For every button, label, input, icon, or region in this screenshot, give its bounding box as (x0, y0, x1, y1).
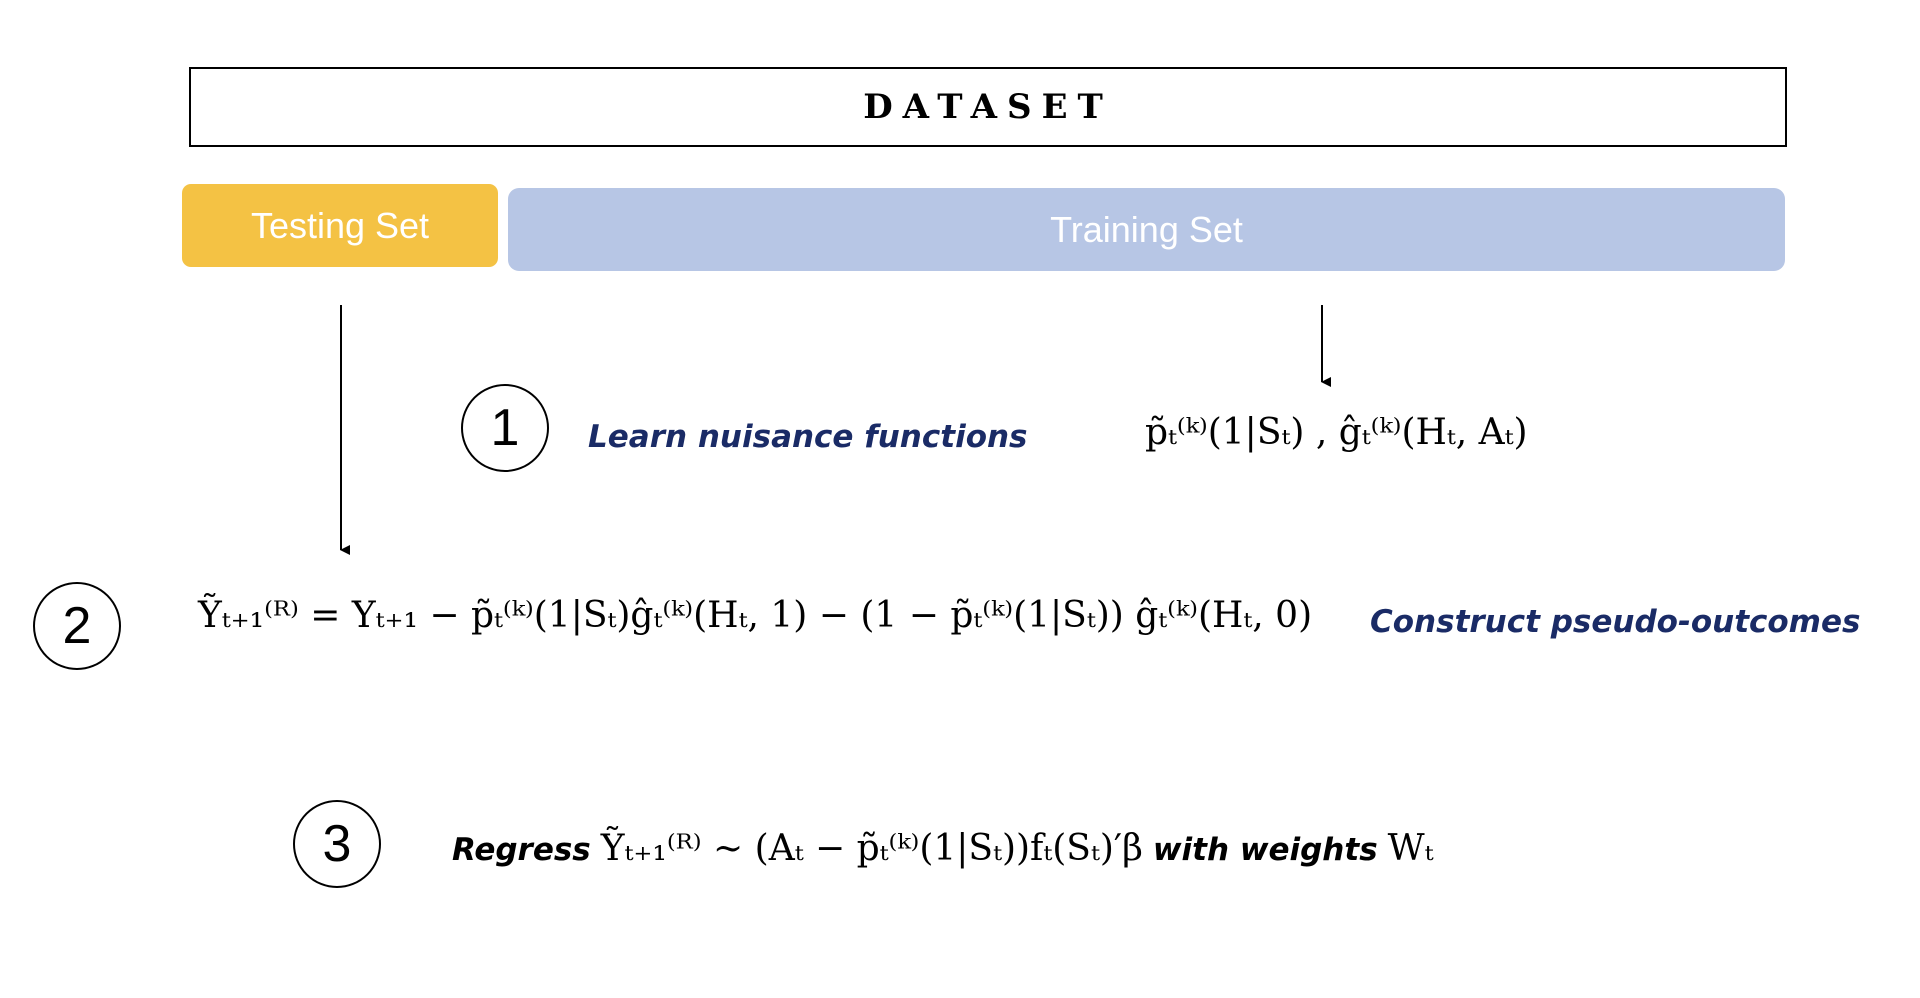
testing-set-label: Testing Set (250, 204, 430, 246)
step-1-circle (461, 384, 549, 472)
step-1-number: 1 (490, 399, 520, 457)
dataset-title: DATASET (863, 87, 1113, 127)
step-2-label: Construct pseudo-outcomes (1370, 604, 1861, 640)
step-2-number: 2 (62, 597, 92, 655)
step-3-label-mid: with weights (1152, 832, 1378, 868)
step-3-row (452, 828, 1434, 869)
step-3-label-prefix: Regress (452, 832, 591, 868)
step-1-label: Learn nuisance functions (588, 419, 1028, 455)
step-2-formula: Ỹₜ₊₁⁽ᴿ⁾ = Yₜ₊₁ − p̃ₜ⁽ᵏ⁾(1|Sₜ)ĝₜ⁽ᵏ⁾(Hₜ, 1) − (1 − p̃ₜ⁽ᵏ⁾(1|Sₜ)) ĝₜ⁽ᵏ⁾(Hₜ, 0) (198, 595, 1313, 636)
step-3-weights: Wₜ (1387, 828, 1434, 869)
step-1-formula: p̃ₜ⁽ᵏ⁾(1|Sₜ) , ĝₜ⁽ᵏ⁾(Hₜ, Aₜ) (1145, 412, 1528, 453)
step-2-circle (33, 582, 121, 670)
step-3-circle (293, 800, 381, 888)
training-set-label: Training Set (1050, 208, 1243, 250)
step-3-formula: Ỹₜ₊₁⁽ᴿ⁾ ~ (Aₜ − p̃ₜ⁽ᵏ⁾(1|Sₜ))fₜ(Sₜ)′β (600, 828, 1143, 869)
step-3-number: 3 (322, 815, 352, 873)
